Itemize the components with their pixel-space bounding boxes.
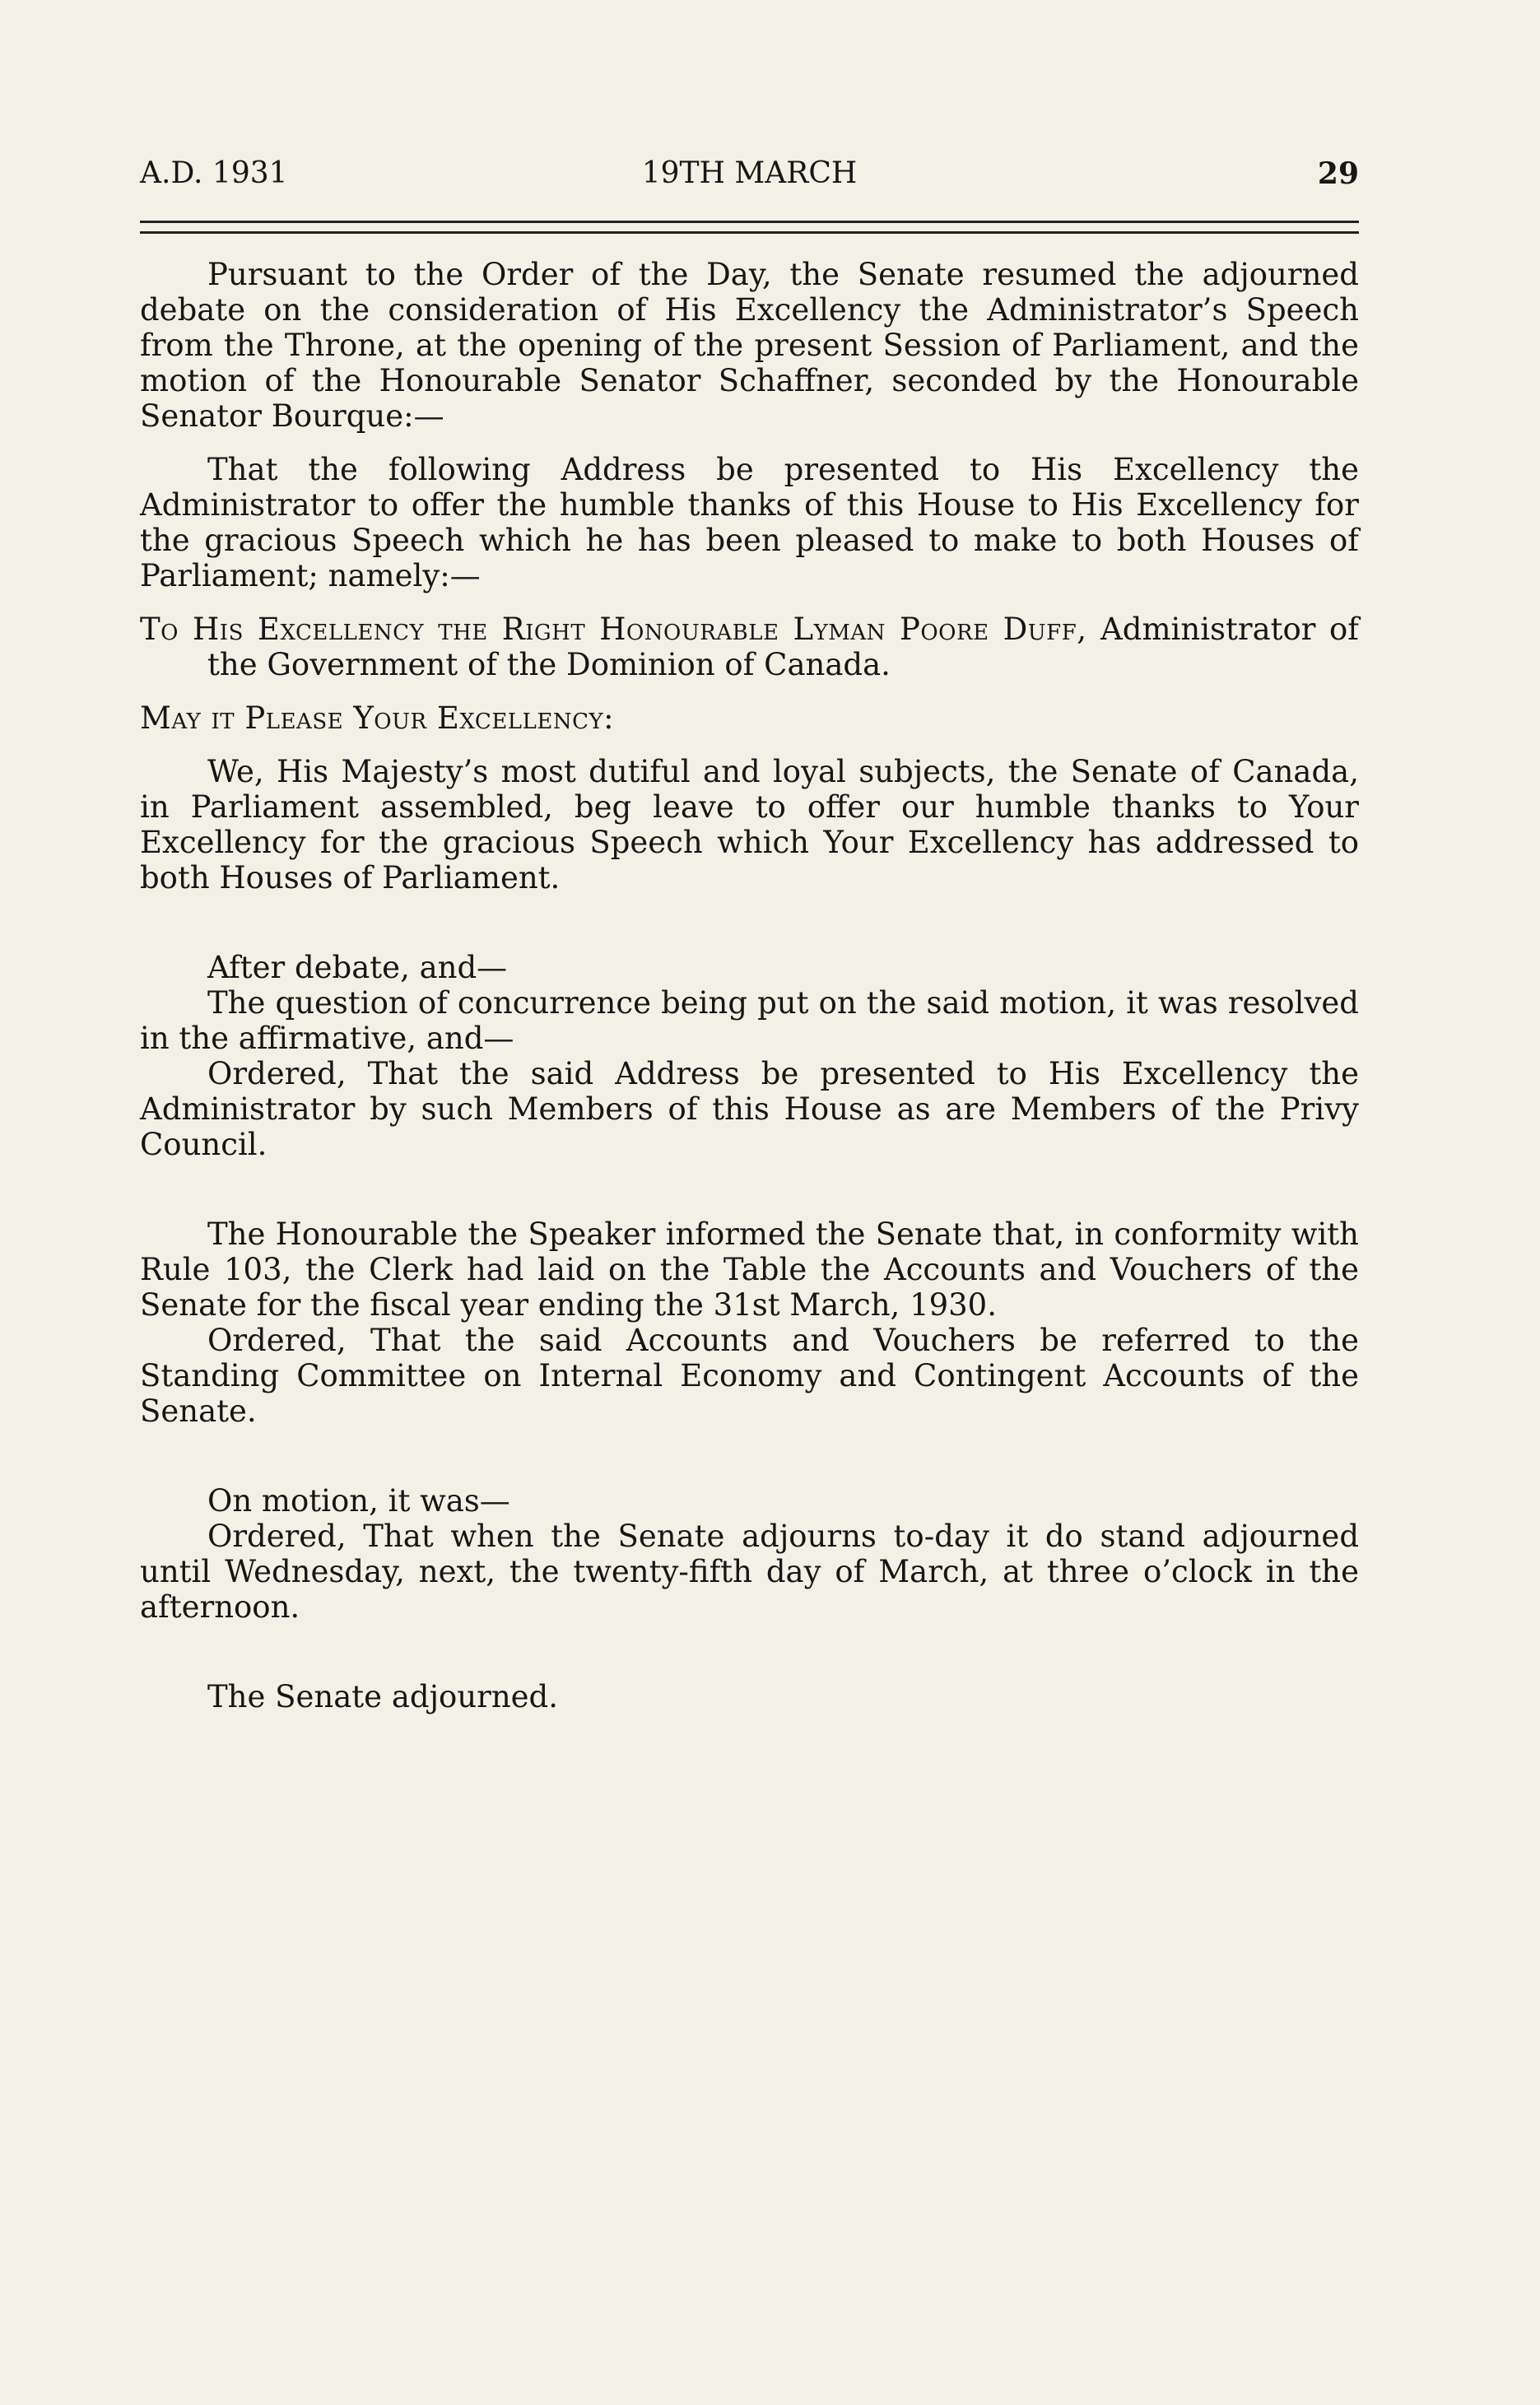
paragraph-after-debate: After debate, and— [207, 950, 508, 985]
paragraph-ordered-adjournment: Ordered, That when the Senate adjourns to-day it do stand adjourned until Wednesday, next, the twenty-fifth day of March, at three o’clock in the afternoon. [140, 1519, 1359, 1625]
paragraph-concurrence: The question of concurrence being put on the said motion, it was resolved in the affirmative, and— [140, 985, 1359, 1056]
paragraph-speaker-informed: The Honourable the Speaker informed the Senate that, in conformity with Rule 103, the Clerk had laid on the Table the Accounts and Vouchers of the Senate for the fiscal year ending the 31st March, 1930. [140, 1216, 1359, 1323]
header-date: 19TH MARCH [641, 156, 858, 190]
header-year: A.D. 1931 [140, 156, 288, 190]
paragraph-senate-adjourned: The Senate adjourned. [207, 1679, 559, 1714]
paragraph-on-motion: On motion, it was— [207, 1483, 510, 1519]
paragraph-ordered-accounts: Ordered, That the said Accounts and Vouchers be referred to the Standing Committee on Internal Economy and Contingent Accounts of the Senate. [140, 1323, 1359, 1429]
address-recipient-name: To His Excellency the Right Honourable Lyman Poore Duff, [140, 612, 1087, 647]
running-header [140, 153, 1359, 194]
paragraph-thanks: We, His Majesty’s most dutiful and loyal subjects, the Senate of Canada, in Parliament assembled, beg leave to offer our humble thanks to Your Excellency for the gracious Speech which Your Excellency has addressed to both Houses of Parliament. [140, 754, 1359, 895]
address-recipient-title: Administrator of the Government of the Dominion of Canada. [207, 612, 1359, 682]
salutation: May it Please Your Excellency: [140, 700, 615, 736]
document-body [140, 257, 1359, 1714]
page-number: 29 [1317, 156, 1359, 191]
paragraph-address-recipient [140, 612, 1359, 682]
paragraph-ordered-address: Ordered, That the said Address be presented to His Excellency the Administrator by such Members of this House as are Members of the Privy Council. [140, 1056, 1359, 1162]
header-double-rule [140, 221, 1359, 234]
paragraph-address-motion: That the following Address be presented to His Excellency the Administrator to offer the humble thanks of this House to His Excellency for the gracious Speech which he has been pleased to make to both Houses of Parliament; namely:— [140, 452, 1359, 593]
paragraph-order-of-day: Pursuant to the Order of the Day, the Senate resumed the adjourned debate on the consideration of His Excellency the Administrator’s Speech from the Throne, at the opening of the present Session of Parliament, and the motion of the Honourable Senator Schaffner, seconded by the Honourable Senator Bourque:— [140, 257, 1359, 434]
